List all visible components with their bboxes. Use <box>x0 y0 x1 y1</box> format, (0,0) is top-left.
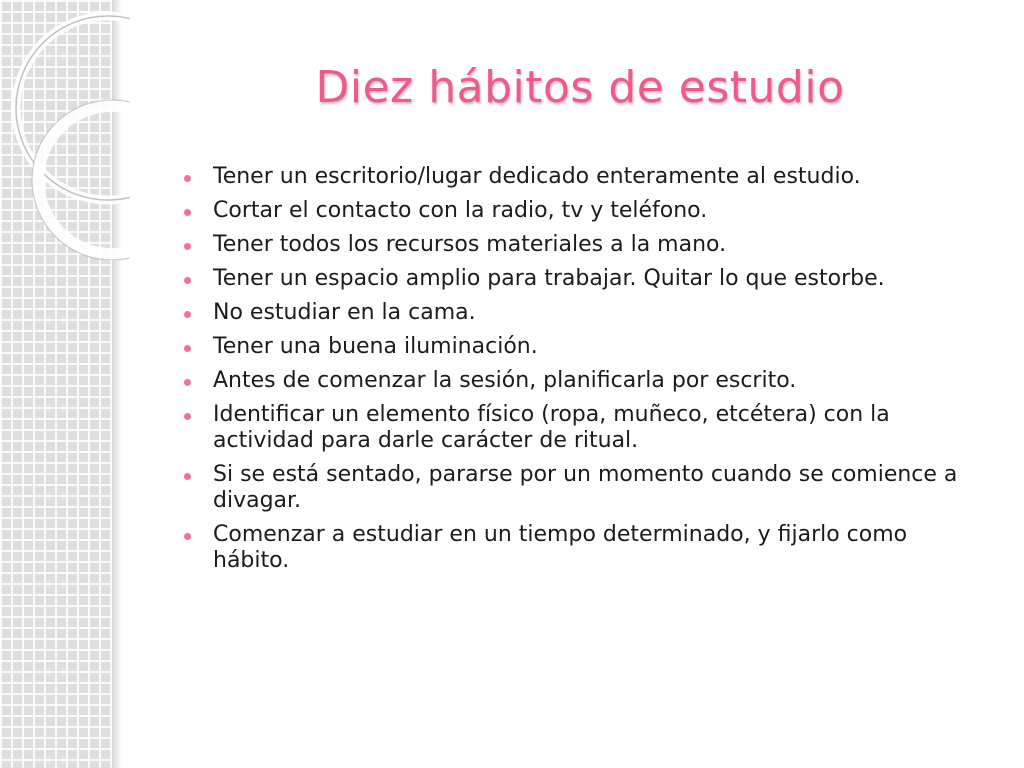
list-item-text: Si se está sentado, pararse por un momento cuando se comience a divagar. <box>213 462 958 513</box>
list-item-text: Tener un espacio amplio para trabajar. Quitar lo que estorbe. <box>213 266 885 291</box>
list-item-text: No estudiar en la cama. <box>213 300 476 325</box>
list-item <box>184 266 984 292</box>
decorative-rings-icon <box>0 0 130 260</box>
list-item <box>184 462 984 514</box>
list-item-text: Comenzar a estudiar en un tiempo determinado, y fijarlo como hábito. <box>213 522 908 573</box>
list-item <box>184 164 984 190</box>
list-item <box>184 300 984 326</box>
bullet-icon <box>184 243 191 250</box>
list-item <box>184 334 984 360</box>
bullet-list <box>184 164 984 582</box>
bullet-icon <box>184 277 191 284</box>
bullet-icon <box>184 379 191 386</box>
bullet-icon <box>184 209 191 216</box>
list-item <box>184 522 984 574</box>
bullet-icon <box>184 413 191 420</box>
bullet-icon <box>184 311 191 318</box>
bullet-icon <box>184 175 191 182</box>
list-item-text: Tener una buena iluminación. <box>213 334 538 359</box>
slide-title: Diez hábitos de estudio <box>315 62 845 113</box>
list-item-text: Tener todos los recursos materiales a la mano. <box>213 232 727 257</box>
bullet-icon <box>184 345 191 352</box>
list-item-text: Identificar un elemento físico (ropa, muñeco, etcétera) con la actividad para darle carácter de ritual. <box>213 402 890 453</box>
bullet-icon <box>184 533 191 540</box>
list-item-text: Antes de comenzar la sesión, planificarla por escrito. <box>213 368 797 393</box>
list-item-text: Tener un escritorio/lugar dedicado enteramente al estudio. <box>213 164 861 189</box>
list-item <box>184 402 984 454</box>
list-item <box>184 198 984 224</box>
list-item <box>184 368 984 394</box>
list-item <box>184 232 984 258</box>
list-item-text: Cortar el contacto con la radio, tv y teléfono. <box>213 198 708 223</box>
bullet-icon <box>184 473 191 480</box>
